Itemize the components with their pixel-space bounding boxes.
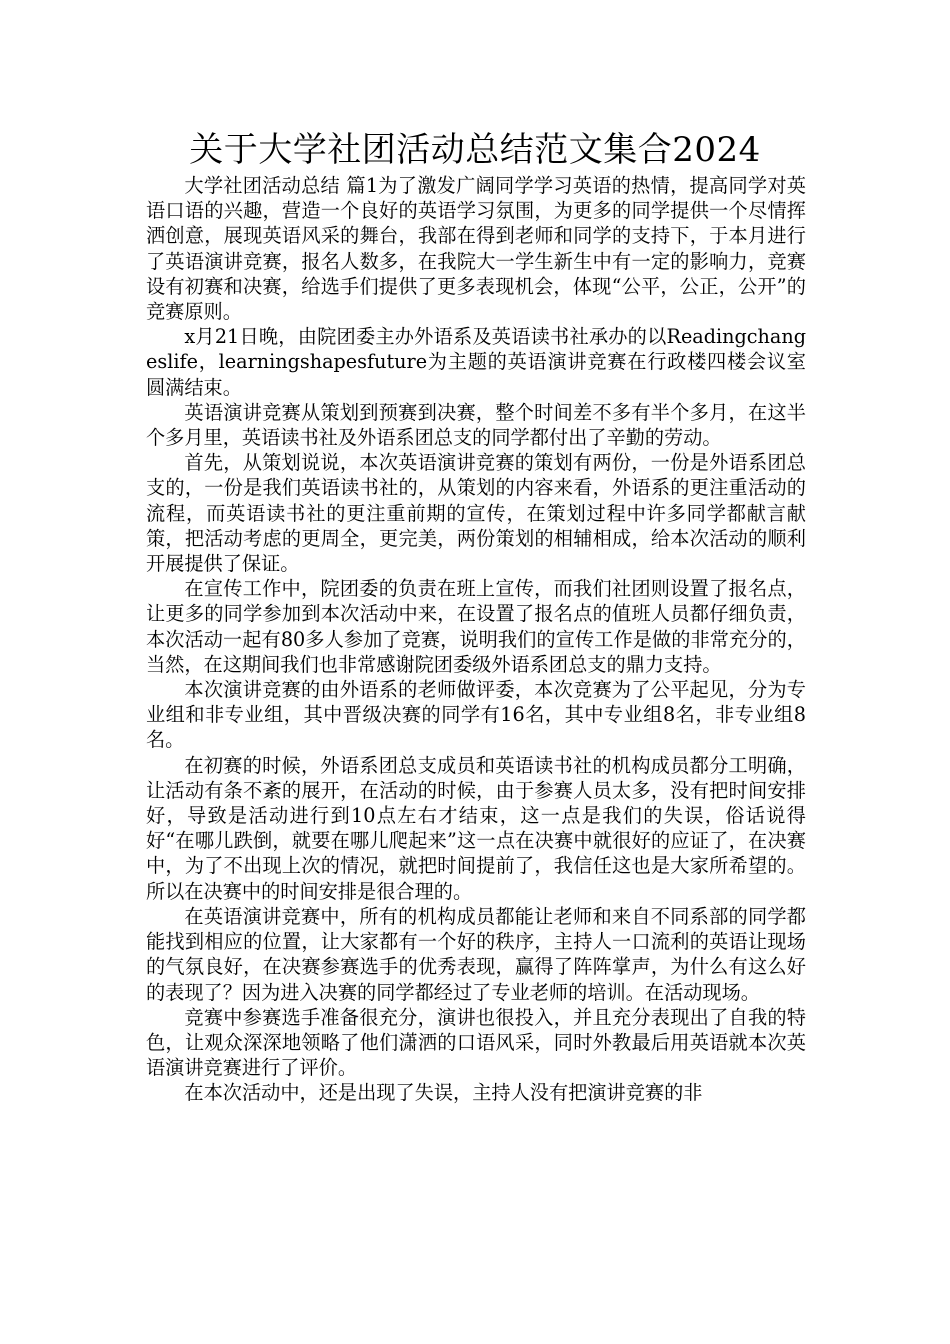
paragraph: 在初赛的时候，外语系团总支成员和英语读书社的机构成员都分工明确，让活动有条不紊的展开，在活动的时候，由于参赛人员太多，没有把时间安排好，导致是活动进行到10点左右才结束，这一点是我们的失误，俗话说得好“在哪儿跌倒，就要在哪儿爬起来”这一点在决赛中就很好的应证了，在决赛中，为了不出现上次的情况，就把时间提前了，我信任这也是大家所希望的。所以在决赛中的时间安排是很合理的。 bbox=[146, 753, 806, 903]
paragraph: 本次演讲竞赛的由外语系的老师做评委，本次竞赛为了公平起见，分为专业组和非专业组，其中晋级决赛的同学有16名，其中专业组8名，非专业组8名。 bbox=[146, 678, 806, 752]
paragraph: 在英语演讲竞赛中，所有的机构成员都能让老师和来自不同系部的同学都能找到相应的位置，让大家都有一个好的秩序，主持人一口流利的英语让现场的气氛良好，在决赛参赛选手的优秀表现，赢得了阵阵掌声，为什么有这么好的表现了？因为进入决赛的同学都经过了专业老师的培训。在活动现场。 bbox=[146, 904, 806, 1004]
paragraph: 大学社团活动总结 篇1为了激发广阔同学学习英语的热情，提高同学对英语口语的兴趣，营造一个良好的英语学习氛围，为更多的同学提供一个尽情挥洒创意，展现英语风采的舞台，我部在得到老师和同学的支持下，于本月进行了英语演讲竞赛，报名人数多，在我院大一学生新生中有一定的影响力，竞赛设有初赛和决赛，给选手们提供了更多表现机会，体现“公平，公正，公开”的竞赛原则。 bbox=[146, 174, 806, 324]
paragraph: 在宣传工作中，院团委的负责在班上宣传，而我们社团则设置了报名点，让更多的同学参加到本次活动中来，在设置了报名点的值班人员都仔细负责，本次活动一起有80多人参加了竞赛，说明我们的宣传工作是做的非常充分的，当然，在这期间我们也非常感谢院团委级外语系团总支的鼎力支持。 bbox=[146, 577, 806, 676]
paragraph: x月21日晚，由院团委主办外语系及英语读书社承办的以Readingchangeslife，learningshapesfuture为主题的英语演讲竞赛在行政楼四楼会议室圆满结束。 bbox=[146, 325, 806, 399]
paragraph: 英语演讲竞赛从策划到预赛到决赛，整个时间差不多有半个多月，在这半个多月里，英语读书社及外语系团总支的同学都付出了辛勤的劳动。 bbox=[146, 400, 806, 450]
paragraph: 在本次活动中，还是出现了失误，主持人没有把演讲竞赛的非 bbox=[184, 1081, 703, 1105]
document-body bbox=[146, 173, 806, 1106]
paragraph: 首先，从策划说说，本次英语演讲竞赛的策划有两份，一份是外语系团总支的，一份是我们英语读书社的，从策划的内容来看，外语系的更注重活动的流程，而英语读书社的更注重前期的宣传，在策划过程中许多同学都献言献策，把活动考虑的更周全，更完美，两份策划的相辅相成，给本次活动的顺利开展提供了保证。 bbox=[146, 451, 806, 576]
paragraph: 竞赛中参赛选手准备很充分，演讲也很投入，并且充分表现出了自我的特色，让观众深深地领略了他们潇洒的口语风采，同时外教最后用英语就本次英语演讲竞赛进行了评价。 bbox=[146, 1005, 806, 1080]
document-title: 关于大学社团活动总结范文集合2024 bbox=[189, 130, 761, 170]
